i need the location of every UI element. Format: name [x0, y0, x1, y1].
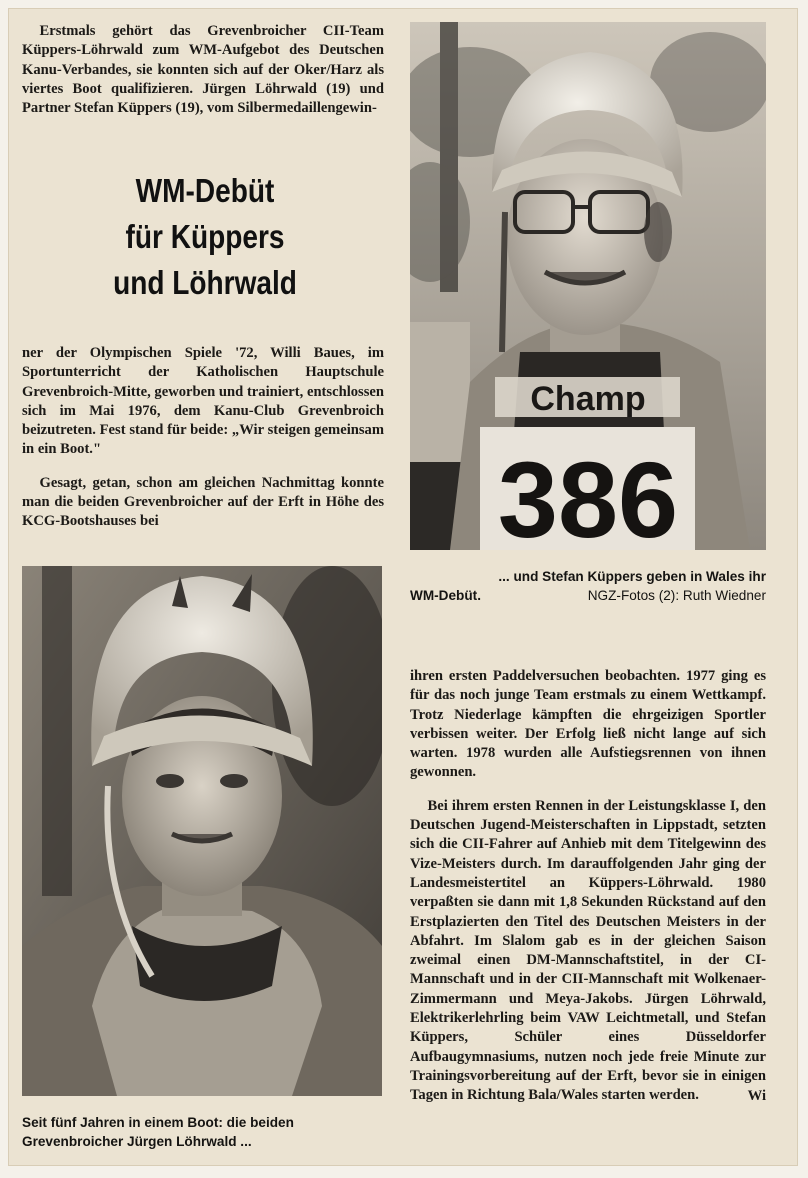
author-signature: Wi: [747, 1087, 766, 1104]
headline-line-2: für Küppers: [125, 218, 285, 255]
caption-bottom: [22, 1113, 384, 1151]
bib-number: 386: [497, 439, 679, 550]
headline: [82, 168, 329, 306]
photo-credit: NGZ-Fotos (2): Ruth Wiedner: [587, 588, 766, 603]
photo-juergen-loehrwald: [22, 566, 382, 1096]
caption-top-line-2: WM-Debüt.: [410, 588, 481, 603]
jersey-text: Champ: [530, 380, 646, 418]
intro-paragraph: Erstmals gehört das Grevenbroicher CII-Team Küppers-Löhrwald zum WM-Aufgebot des Deutschen Kanu-Verbandes, sie konnten sich auf der Oker/Harz als viertes Boot qualifizieren. Jürgen Löhrwald (19) und Partner Stefan Küppers (19), vom Silbermedaillengewin-: [22, 23, 384, 117]
body-paragraph-4: Bei ihrem ersten Rennen in der Leistungsklasse I, den Deutschen Jugend-Meisterschaften in Lippstadt, setzten sich die CII-Fahrer auf Anhieb mit dem Titelgewinn des Vize-Meisters durch. Im darauffolgenden Jahr ging der Landesmeistertitel an Küppers-Löhrwald. 1980 verpaßten sie dann mit 1,8 Sekunden Rückstand auf den Erstplazierten den Titel des Deutschen Meisters in der Abfahrt. Im Slalom gab es in der gleichen Saison zweimal einen DM-Mannschaftstitel, in der CI-Mannschaft und in der CII-Mannschaft mit Wolkenaer-Zimmermann und Meya-Jakobs. Jürgen Löhrwald, Elektrikerlehrling beim VAW Leichtmetall, und Stefan Küppers, Schüler eines Düsseldorfer Aufbaugymnasiums, nutzen noch jede freie Minute zur Trainingsvorbereitung auf der Erft, bevor sie in einigen Tagen in Richtung Bala/Wales starten werden.: [410, 797, 766, 1104]
headline-line-1: WM-Debüt: [135, 172, 275, 209]
body-paragraph-2: Gesagt, getan, schon am gleichen Nachmittag konnte man die beiden Grevenbroicher auf der Erft in Höhe des KCG-Bootshauses bei: [22, 474, 384, 530]
photo-stefan-kueppers: [410, 22, 766, 550]
photo-stefan-image: [410, 22, 766, 550]
article-intro: [22, 22, 384, 118]
caption-bottom-line-1: Seit fünf Jahren in einem Boot: die beiden: [22, 1115, 294, 1130]
caption-top: [410, 567, 766, 605]
headline-line-3: und Löhrwald: [113, 264, 297, 301]
photo-juergen-image: [22, 566, 382, 1096]
caption-top-line-2-wrap: [410, 586, 766, 605]
body-paragraph-1: ner der Olympischen Spiele '72, Willi Baues, im Sportunterricht der Katholischen Hauptschule Grevenbroich-Mitte, geworben und trainiert, entschlossen sich im Mai 1976, dem Kanu-Club Grevenbroich beizutreten. Fest stand für beide: „Wir steigen gemeinsam in ein Boot.": [22, 345, 384, 458]
article-body-left: [22, 344, 384, 532]
caption-top-line-1: ... und Stefan Küppers geben in Wales ihr: [498, 569, 766, 584]
body-paragraph-3: ihren ersten Paddelversuchen beobachten. 1977 ging es für das noch junge Team erstmals zu einem Wettkampf. Trotz Niederlage kämpften die ehrgeizigen Sportler verbissen weiter. Der Erfolg ließ nicht lange auf sich warten. 1978 wurden alle Aufstiegsrennen von ihnen gewonnen.: [410, 668, 766, 781]
caption-bottom-line-2: Grevenbroicher Jürgen Löhrwald ...: [22, 1134, 252, 1149]
article-body-right: [410, 667, 766, 1106]
